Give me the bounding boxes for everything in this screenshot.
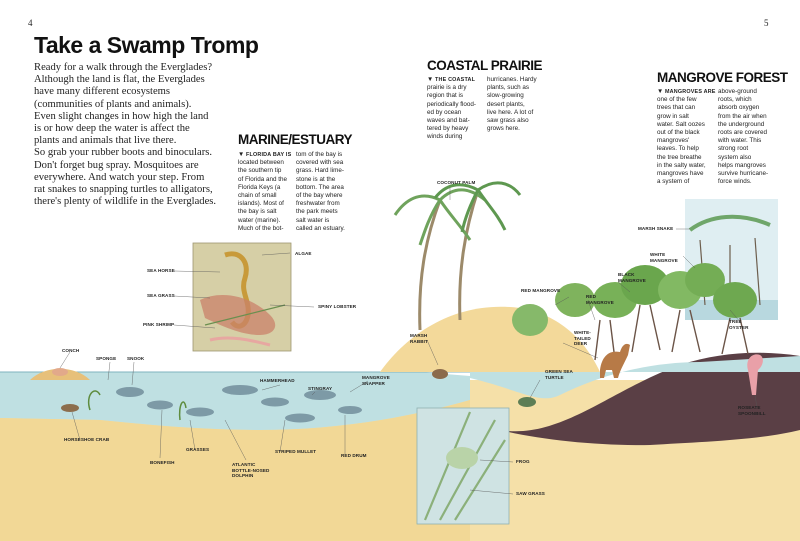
- label-atlantic-dolphin: ATLANTIC BOTTLE-NOSED DOLPHIN: [232, 462, 270, 479]
- label-tree-oyster: TREE OYSTER: [729, 319, 749, 330]
- label-green-sea-turtle: GREEN SEA TURTLE: [545, 369, 573, 380]
- label-pink-shrimp: PINK SHRIMP: [143, 322, 175, 327]
- text-line: tom of the bay is: [296, 151, 343, 158]
- text-line: helps mangroves: [718, 161, 766, 169]
- intro-line: rat snakes to snapping turtles to alligators,: [34, 184, 213, 196]
- text-line: the park meets: [296, 208, 338, 216]
- text-line: the underground: [718, 120, 765, 128]
- label-white-mangrove: WHITE MANGROVE: [650, 252, 678, 263]
- intro-line: have many different ecosystems: [34, 86, 171, 98]
- text-line: located between: [238, 159, 284, 167]
- mangrove-heading: MANGROVE FOREST: [657, 70, 788, 85]
- deer: [600, 344, 630, 378]
- text-line: the bay is salt: [238, 208, 277, 216]
- label-hammerhead: HAMMERHEAD: [260, 378, 295, 383]
- text-line: in the salty water,: [657, 161, 706, 169]
- text-line: roots, which: [718, 96, 752, 104]
- prairie-heading: COASTAL PRAIRIE: [427, 58, 543, 73]
- label-coconut-palm: COCONUT PALM: [437, 180, 476, 185]
- text-line: plants, such as: [487, 84, 530, 92]
- text-line: mangroves have: [657, 170, 704, 178]
- label-sea-grass: SEA GRASS: [147, 293, 175, 298]
- intro-line: Don't forget bug spray. Mosquitoes are: [34, 159, 199, 171]
- label-saw-grass: SAW GRASS: [516, 491, 545, 496]
- page-number-right: 5: [764, 18, 769, 28]
- intro-line: Even slight changes in how high the land: [34, 110, 209, 122]
- text-line: islands). Most of: [238, 200, 284, 208]
- label-red-mangrove-1: RED MANGROVE: [521, 288, 561, 293]
- marsh-rabbit: [432, 369, 448, 379]
- prairie-column-1: [427, 76, 485, 142]
- text-line: waves and bat-: [427, 117, 470, 125]
- intro-line: (communities of plants and animals).: [34, 98, 192, 110]
- text-line: hurricanes. Hardy: [487, 76, 537, 83]
- text-line: salt water is: [296, 216, 330, 224]
- green-sea-turtle: [518, 397, 536, 407]
- text-line: above-ground: [718, 88, 757, 95]
- prairie-lead: THE COASTAL: [434, 77, 476, 83]
- label-marsh-snake: MARSH SNAKE: [638, 226, 674, 231]
- label-conch: CONCH: [62, 348, 80, 353]
- text-line: with water. This: [718, 137, 762, 145]
- intro-paragraph: [34, 62, 234, 208]
- label-red-drum: RED DRUM: [341, 453, 367, 458]
- triangle-marker-icon: ▼: [657, 88, 664, 95]
- label-sponge: SPONGE: [96, 356, 117, 361]
- triangle-marker-icon: ▼: [427, 76, 434, 83]
- marine-heading: MARINE/ESTUARY: [238, 132, 353, 147]
- triangle-marker-icon: ▼: [238, 151, 245, 158]
- text-line: of the bay where: [296, 192, 343, 200]
- text-line: covered with sea: [296, 159, 344, 167]
- text-line: the tree breathe: [657, 153, 702, 161]
- label-frog: FROG: [516, 459, 530, 464]
- text-line: survive hurricane-: [718, 170, 769, 178]
- label-red-mangrove-2: RED MANGROVE: [586, 294, 614, 305]
- text-line: Florida Keys (a: [238, 183, 281, 191]
- text-line: called an estuary.: [296, 224, 345, 232]
- text-line: grass. Hard lime-: [296, 167, 344, 175]
- marine-lead: FLORIDA BAY IS: [245, 152, 292, 158]
- label-mangrove-snapper: MANGROVE SNAPPER: [362, 375, 390, 386]
- text-line: live here. A lot of: [487, 108, 534, 116]
- text-line: mangroves': [657, 137, 690, 145]
- text-line: trees that can: [657, 104, 696, 112]
- text-line: region that is: [427, 92, 464, 100]
- text-line: of Florida and the: [238, 175, 288, 183]
- text-line: freshwater from: [296, 200, 340, 208]
- label-bonefish: BONEFISH: [150, 460, 175, 465]
- intro-line: plants and animals that live there.: [34, 135, 177, 147]
- marine-column-2: [296, 151, 356, 233]
- text-line: from the air when: [718, 112, 767, 120]
- intro-line: there's plenty of wildlife in the Everglades.: [34, 196, 217, 208]
- text-line: a system of: [657, 178, 690, 186]
- main-title: Take a Swamp Tromp: [34, 32, 259, 58]
- label-black-mangrove: BLACK MANGROVE: [618, 272, 646, 283]
- horseshoe-crab: [61, 404, 79, 412]
- text-line: absorb oxygen: [718, 104, 760, 112]
- red-mangrove-shrub: [512, 304, 548, 336]
- text-line: grows here.: [487, 125, 520, 133]
- label-grasses: GRASSES: [186, 447, 210, 452]
- label-roseate-spoonbill: ROSEATE SPOONBILL: [738, 405, 766, 416]
- label-marsh-rabbit: MARSH RABBIT: [410, 333, 428, 344]
- mangrove-column-1: [657, 88, 717, 186]
- conch-shell: [52, 368, 68, 376]
- text-line: out of the black: [657, 129, 700, 137]
- label-stingray: STINGRAY: [308, 386, 333, 391]
- text-line: slow-growing: [487, 92, 524, 100]
- text-line: ed by ocean: [427, 108, 462, 116]
- label-snook: SNOOK: [127, 356, 145, 361]
- text-line: force winds.: [718, 178, 752, 186]
- page-number-left: 4: [28, 18, 33, 28]
- text-line: tered by heavy: [427, 125, 469, 133]
- text-line: grow in salt: [657, 112, 689, 120]
- text-line: bottom. The area: [296, 183, 344, 191]
- label-striped-mullet: STRIPED MULLET: [275, 449, 317, 454]
- mangrove-column-2: [718, 88, 782, 186]
- label-algae: ALGAE: [295, 251, 312, 256]
- intro-line: everywhere. And watch your step. From: [34, 171, 205, 183]
- intro-line: So grab your rubber boots and binoculars.: [34, 147, 212, 159]
- text-line: strong root: [718, 145, 749, 153]
- text-line: prairie is a dry: [427, 84, 467, 92]
- text-line: water (marine).: [238, 216, 281, 224]
- prairie-column-2: [487, 76, 547, 133]
- text-line: system also: [718, 153, 752, 161]
- label-horseshoe-crab: HORSESHOE CRAB: [64, 437, 110, 442]
- intro-line: is or how deep the water is affect the: [34, 123, 190, 135]
- text-line: roots are covered: [718, 129, 768, 137]
- label-white-tailed-deer: WHITE-TAILED DEER: [574, 330, 591, 347]
- text-line: winds during: [427, 133, 463, 141]
- marine-column-1: [238, 151, 296, 233]
- text-line: saw grass also: [487, 117, 529, 125]
- text-line: one of the few: [657, 96, 697, 104]
- intro-line: Ready for a walk through the Everglades?: [34, 62, 213, 73]
- text-line: stone is at the: [296, 175, 336, 183]
- intro-line: Although the land is flat, the Everglades: [34, 74, 205, 86]
- text-line: periodically flood-: [427, 100, 477, 108]
- label-spiny-lobster: SPINY LOBSTER: [318, 304, 357, 309]
- mangrove-lead: MANGROVES ARE: [664, 89, 716, 95]
- label-sea-horse: SEA HORSE: [147, 268, 175, 273]
- text-line: desert plants,: [487, 100, 525, 108]
- text-line: the southern tip: [238, 167, 282, 175]
- text-line: Much of the bot-: [238, 224, 284, 232]
- text-line: leaves. To help: [657, 145, 699, 153]
- text-line: water. Salt oozes: [657, 120, 705, 128]
- text-line: chain of small: [238, 192, 277, 200]
